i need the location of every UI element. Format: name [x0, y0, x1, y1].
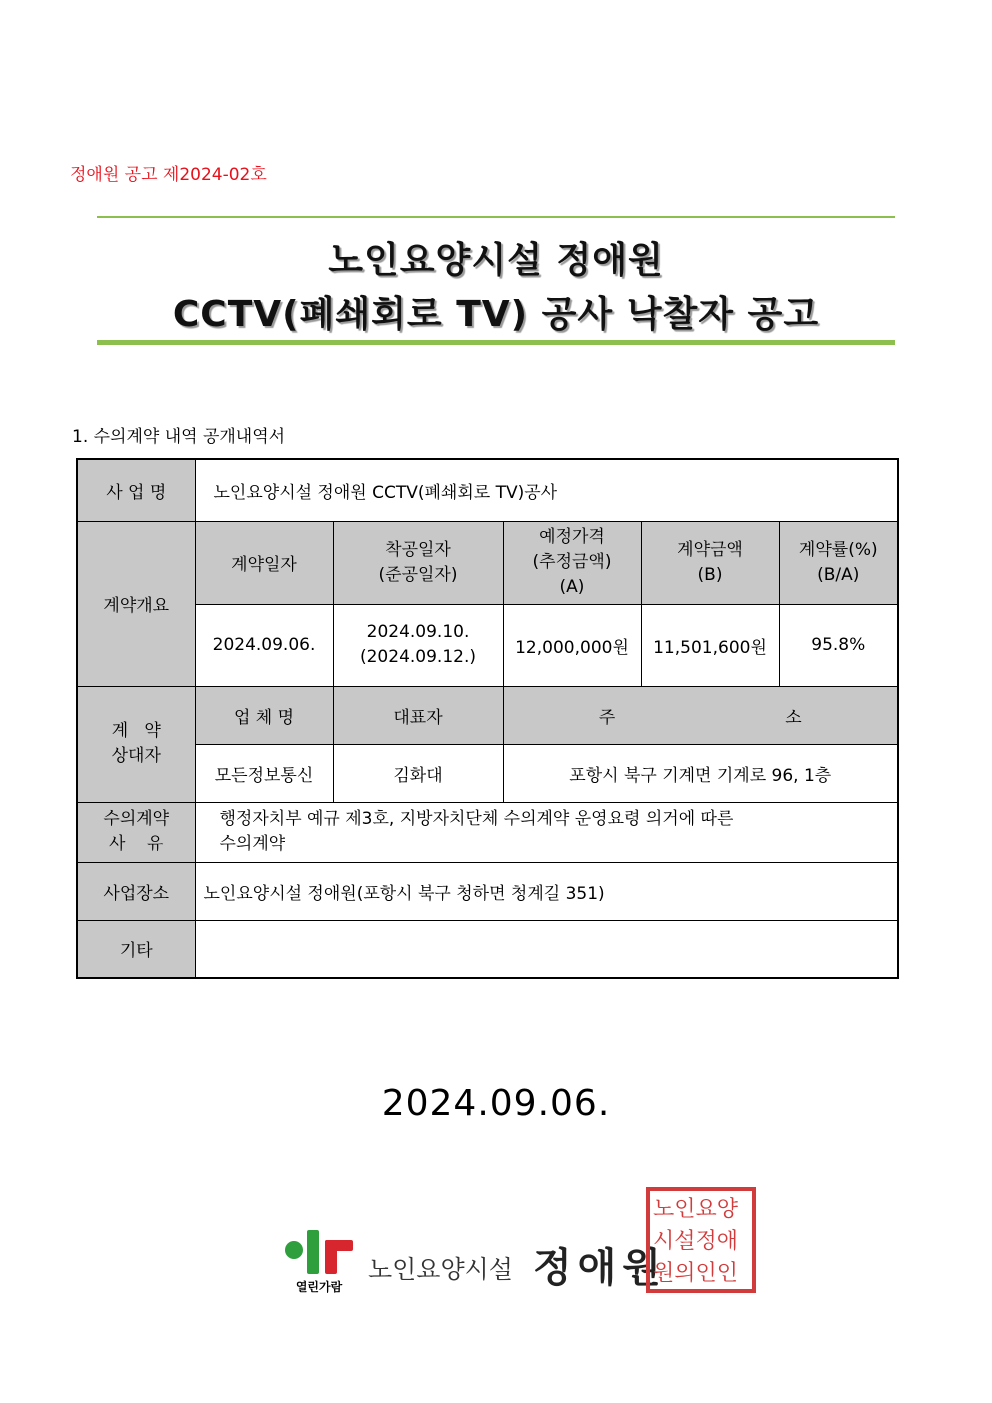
address: 포항시 북구 기계면 기계로 96, 1층 — [503, 744, 898, 802]
representative-header: 대표자 — [333, 686, 503, 744]
title-line-2: CCTV(폐쇄회로 TV) 공사 낙찰자 공고 — [172, 294, 820, 335]
logo-subtitle: 열린가람 — [295, 1280, 343, 1294]
title-line-1: 노인요양시설 정애원 — [328, 240, 664, 281]
contract-rate: 95.8% — [779, 604, 898, 686]
etc-label: 기타 — [77, 920, 195, 978]
overview-label: 계약개요 — [77, 521, 195, 686]
representative: 김화대 — [333, 744, 503, 802]
start-date-header: 착공일자 (준공일자) — [333, 521, 503, 604]
bottom-divider — [97, 340, 895, 345]
etc-value — [195, 920, 898, 978]
contract-table — [76, 458, 899, 979]
section-heading: 1. 수의계약 내역 공개내역서 — [72, 427, 286, 447]
reason-label: 수의계약 사 유 — [77, 802, 195, 862]
svg-text:노인요양: 노인요양 — [653, 1197, 739, 1222]
contract-amount: 11,501,600원 — [641, 604, 779, 686]
svg-text:시설정애: 시설정애 — [653, 1229, 739, 1254]
address-header: 주 소 — [503, 686, 898, 744]
contract-date: 2024.09.06. — [195, 604, 333, 686]
official-seal-icon — [645, 1186, 757, 1294]
estimated-price-header: 예정가격 (추정금액) (A) — [503, 521, 641, 604]
announcement-date: 2024.09.06. — [381, 1083, 611, 1124]
yeollin-garam-logo-icon — [283, 1228, 355, 1276]
site-label: 사업장소 — [77, 862, 195, 920]
company-name: 모든정보통신 — [195, 744, 333, 802]
project-name-value: 노인요양시설 정애원 CCTV(폐쇄회로 TV)공사 — [195, 459, 898, 521]
contract-rate-header: 계약률(%) (B/A) — [779, 521, 898, 604]
counterparty-label: 계 약 상대자 — [77, 686, 195, 802]
estimated-price: 12,000,000원 — [503, 604, 641, 686]
company-header: 업 체 명 — [195, 686, 333, 744]
logo-name-text: 정애원 — [533, 1245, 667, 1291]
project-name-label: 사 업 명 — [77, 459, 195, 521]
contract-amount-header: 계약금액 (B) — [641, 521, 779, 604]
site-value: 노인요양시설 정애원(포항시 북구 청하면 청계길 351) — [195, 862, 898, 920]
svg-text:원의인인: 원의인인 — [653, 1261, 739, 1286]
contract-date-header: 계약일자 — [195, 521, 333, 604]
top-divider — [97, 216, 895, 218]
logo-facility-text: 노인요양시설 — [368, 1255, 513, 1284]
notice-number: 정애원 공고 제2024-02호 — [70, 165, 267, 185]
reason-value: 행정자치부 예규 제3호, 지방자치단체 수의계약 운영요령 의거에 따른 수의계약 — [195, 802, 898, 862]
start-date: 2024.09.10. (2024.09.12.) — [333, 604, 503, 686]
